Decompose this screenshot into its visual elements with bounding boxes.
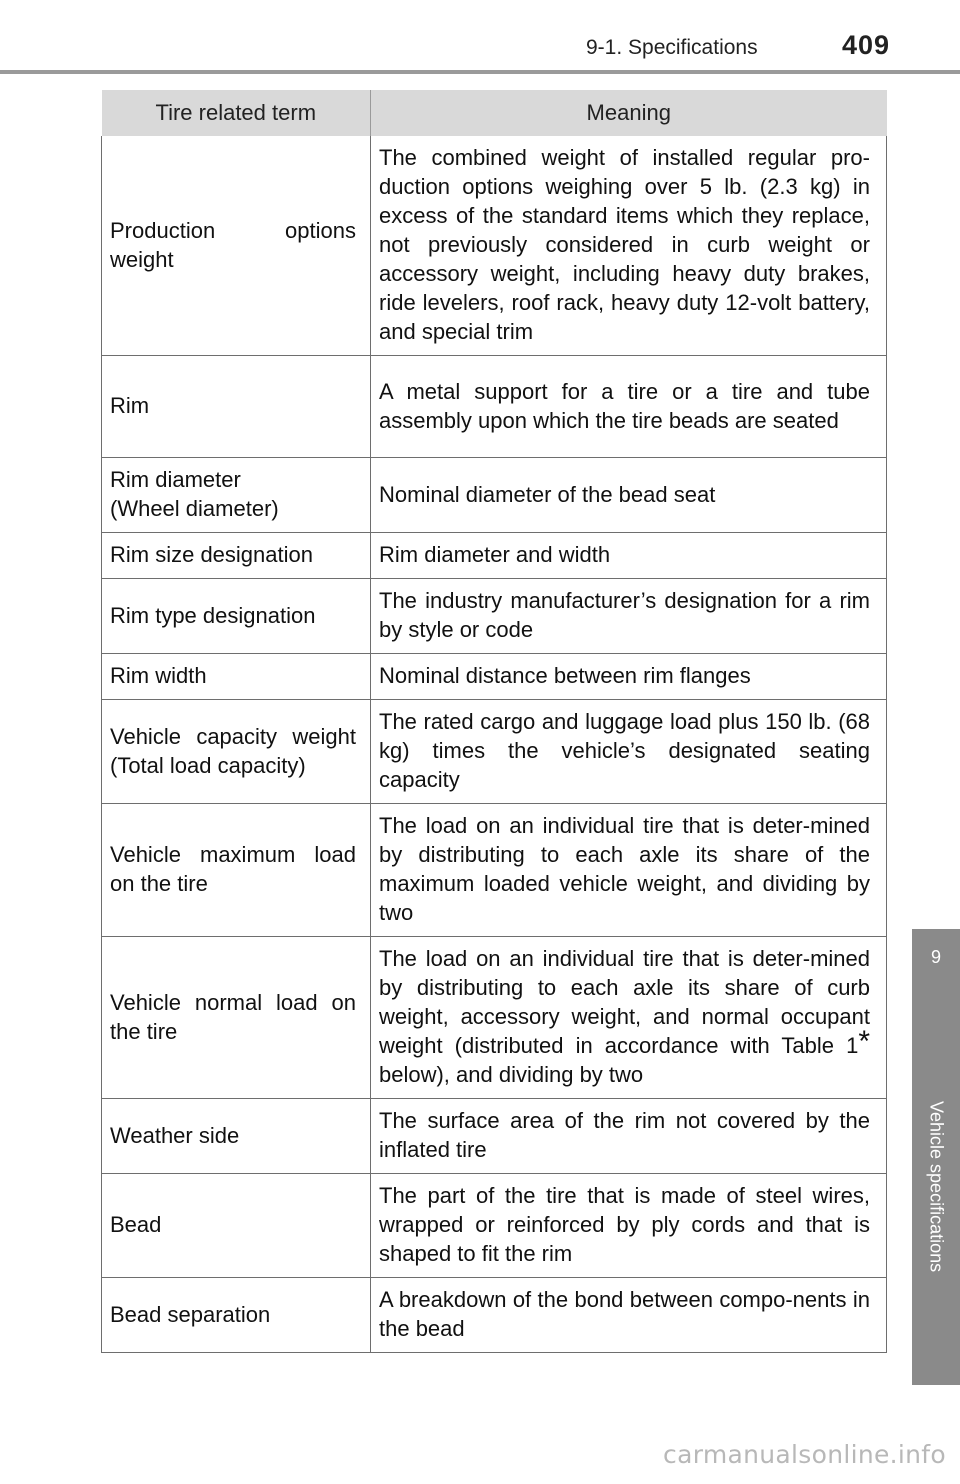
column-header-meaning: Meaning — [371, 90, 887, 136]
meaning-cell: The load on an individual tire that is deter-mined by distributing to each axle its share of the maximum loaded vehicle weight, and dividing by two — [371, 804, 887, 937]
meaning-cell: The combined weight of installed regular pro-duction options weighing over 5 lb. (2.3 kg) in excess of the standard items which they replace, not previously considered in curb weight or accessory weight, including heavy duty brakes, ride levelers, roof rack, heavy duty 12-volt battery, and special trim — [371, 136, 887, 356]
term-cell: Rim type designation — [102, 579, 371, 654]
term-cell — [102, 458, 371, 533]
term-cell: Rim width — [102, 654, 371, 700]
table-row — [102, 136, 887, 356]
meaning-text-suffix: below), and dividing by two — [379, 1062, 644, 1087]
chapter-side-tab — [912, 929, 960, 1385]
term-cell: Weather side — [102, 1099, 371, 1174]
footnote-asterisk: * — [858, 1024, 870, 1058]
table-row — [102, 579, 887, 654]
term-cell: Bead — [102, 1174, 371, 1278]
term-cell: Rim — [102, 356, 371, 458]
meaning-text: The load on an individual tire that is deter-mined by distributing to each axle its share of curb weight, accessory weight, and normal occupant weight (distributed in accordance with Table 1 — [379, 946, 870, 1058]
table-row — [102, 654, 887, 700]
term-cell-line: Rim diameter (Wheel diameter) — [110, 467, 279, 521]
meaning-cell: Nominal diameter of the bead seat — [371, 458, 887, 533]
section-title: 9-1. Specifications — [586, 36, 758, 59]
table-row — [102, 937, 887, 1099]
meaning-cell: The surface area of the rim not covered by the inflated tire — [371, 1099, 887, 1174]
term-cell: Vehicle maximum load on the tire — [102, 804, 371, 937]
meaning-cell: Nominal distance between rim flanges — [371, 654, 887, 700]
table-row — [102, 356, 887, 458]
term-cell: Production options weight — [102, 136, 371, 356]
table-row — [102, 458, 887, 533]
meaning-cell: A metal support for a tire or a tire and tube assembly upon which the tire beads are seated — [371, 356, 887, 458]
chapter-label: Vehicle specifications — [926, 1101, 947, 1273]
chapter-number: 9 — [930, 947, 941, 967]
header-rule — [0, 70, 960, 74]
term-cell: Rim size designation — [102, 533, 371, 579]
term-cell: Vehicle capacity weight (Total load capacity) — [102, 700, 371, 804]
tire-terms-table — [101, 90, 887, 1353]
meaning-cell: The industry manufacturer’s designation for a rim by style or code — [371, 579, 887, 654]
meaning-cell: A breakdown of the bond between compo-nents in the bead — [371, 1278, 887, 1353]
watermark: carmanualsonline.info — [663, 1440, 946, 1469]
meaning-cell: Rim diameter and width — [371, 533, 887, 579]
table-row — [102, 1174, 887, 1278]
table-row — [102, 1099, 887, 1174]
term-cell: Vehicle normal load on the tire — [102, 937, 371, 1099]
table-row — [102, 700, 887, 804]
table-header-row — [102, 90, 887, 136]
table-row — [102, 804, 887, 937]
meaning-cell: The part of the tire that is made of steel wires, wrapped or reinforced by ply cords and that is shaped to fit the rim — [371, 1174, 887, 1278]
column-header-term: Tire related term — [102, 90, 371, 136]
meaning-cell: The rated cargo and luggage load plus 150 lb. (68 kg) times the vehicle’s designated seating capacity — [371, 700, 887, 804]
term-cell: Bead separation — [102, 1278, 371, 1353]
table-row — [102, 1278, 887, 1353]
page-number: 409 — [842, 30, 891, 60]
meaning-cell — [371, 937, 887, 1099]
table-row — [102, 533, 887, 579]
